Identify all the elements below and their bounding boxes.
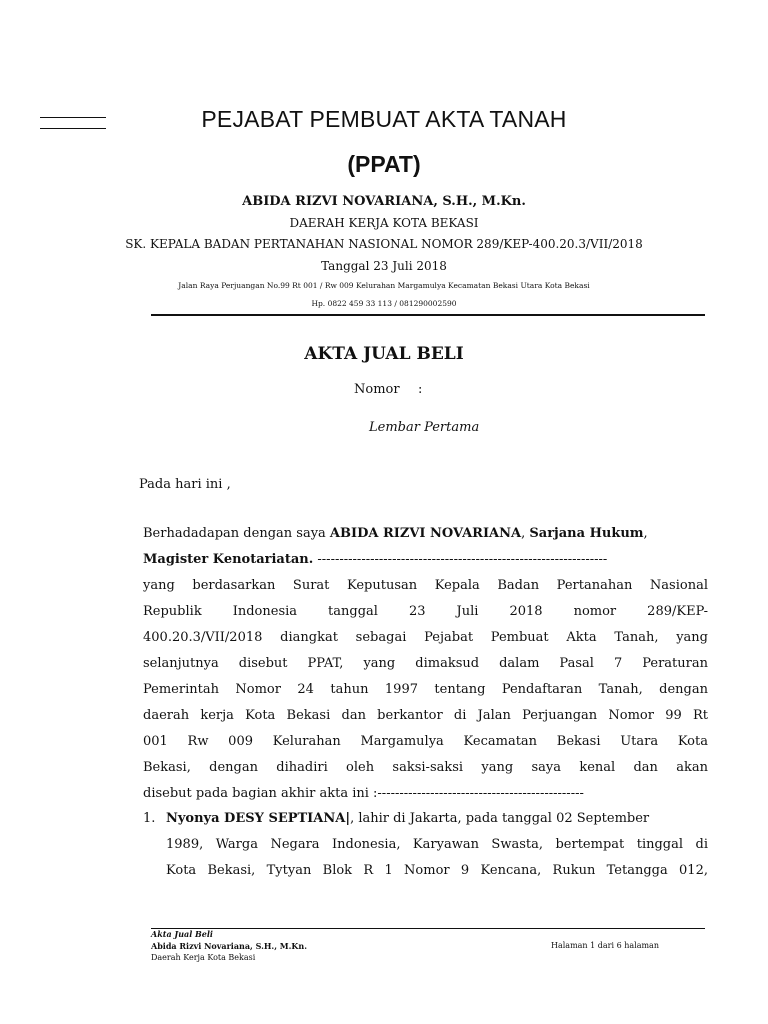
body-line-2: Magister Kenotariatan. ------------------------------------------------------------------ (143, 552, 608, 567)
deed-title: AKTA JUAL BELI (304, 344, 464, 364)
body-line: selanjutnya disebut PPAT, yang dimaksud dalam Pasal 7 Peraturan (143, 656, 708, 671)
footer-title: Akta Jual Beli (151, 929, 213, 939)
sk-number: SK. KEPALA BADAN PERTANAHAN NASIONAL NOMOR 289/KEP-400.20.3/VII/2018 (125, 237, 643, 251)
ppat-name: ABIDA RIZVI NOVARIANA, S.H., M.Kn. (242, 194, 526, 209)
footer-area: Daerah Kerja Kota Bekasi (151, 953, 256, 962)
body-line-1: Berhadadapan dengan saya ABIDA RIZVI NOVARIANA, Sarjana Hukum, (143, 526, 648, 541)
deed-number-label: Nomor (354, 382, 400, 397)
opening-line: Pada hari ini , (139, 477, 231, 492)
body-last-line: disebut pada bagian akhir akta ini :----------------------------------------------- (143, 786, 584, 801)
sk-date: Tanggal 23 Juli 2018 (321, 259, 447, 273)
body-line: Bekasi, dengan dihadiri oleh saksi-saksi yang saya kenal dan akan (143, 760, 708, 775)
footer-divider (151, 928, 705, 929)
body-line: Pemerintah Nomor 24 tahun 1997 tentang Pendaftaran Tanah, dengan (143, 682, 708, 697)
letterhead-title: PEJABAT PEMBUAT AKTA TANAH (201, 106, 567, 132)
letterhead-divider (151, 314, 705, 316)
body-line: 001 Rw 009 Kelurahan Margamulya Kecamatan Bekasi Utara Kota (143, 734, 708, 749)
party-item-number: 1. (143, 811, 156, 826)
office-phone: Hp. 0822 459 33 113 / 081290002590 (311, 299, 457, 308)
party-item-line-1: Nyonya DESY SEPTIANA|, lahir di Jakarta, pada tanggal 02 September (166, 811, 650, 826)
body-line: yang berdasarkan Surat Keputusan Kepala Badan Pertanahan Nasional (143, 578, 708, 593)
work-area: DAERAH KERJA KOTA BEKASI (289, 216, 479, 230)
body-line: 400.20.3/VII/2018 diangkat sebagai Pejabat Pembuat Akta Tanah, yang (143, 630, 708, 645)
body-line: daerah kerja Kota Bekasi dan berkantor di Jalan Perjuangan Nomor 99 Rt (143, 708, 708, 723)
party-item-line: 1989, Warga Negara Indonesia, Karyawan Swasta, bertempat tinggal di (166, 837, 708, 852)
office-address: Jalan Raya Perjuangan No.99 Rt 001 / Rw 009 Kelurahan Margamulya Kecamatan Bekasi Utara Kota Bekasi (178, 281, 590, 290)
body-line: Republik Indonesia tanggal 23 Juli 2018 nomor 289/KEP- (143, 604, 708, 619)
page-indicator: Halaman 1 dari 6 halaman (551, 941, 659, 950)
sheet-label: Lembar Pertama (369, 420, 480, 435)
deed-number-separator: : (418, 382, 423, 397)
letterhead-abbr: (PPAT) (347, 151, 421, 177)
footer-name: Abida Rizvi Novariana, S.H., M.Kn. (151, 941, 307, 951)
party-item-line: Kota Bekasi, Tytyan Blok R 1 Nomor 9 Kencana, Rukun Tetangga 012, (166, 863, 708, 878)
